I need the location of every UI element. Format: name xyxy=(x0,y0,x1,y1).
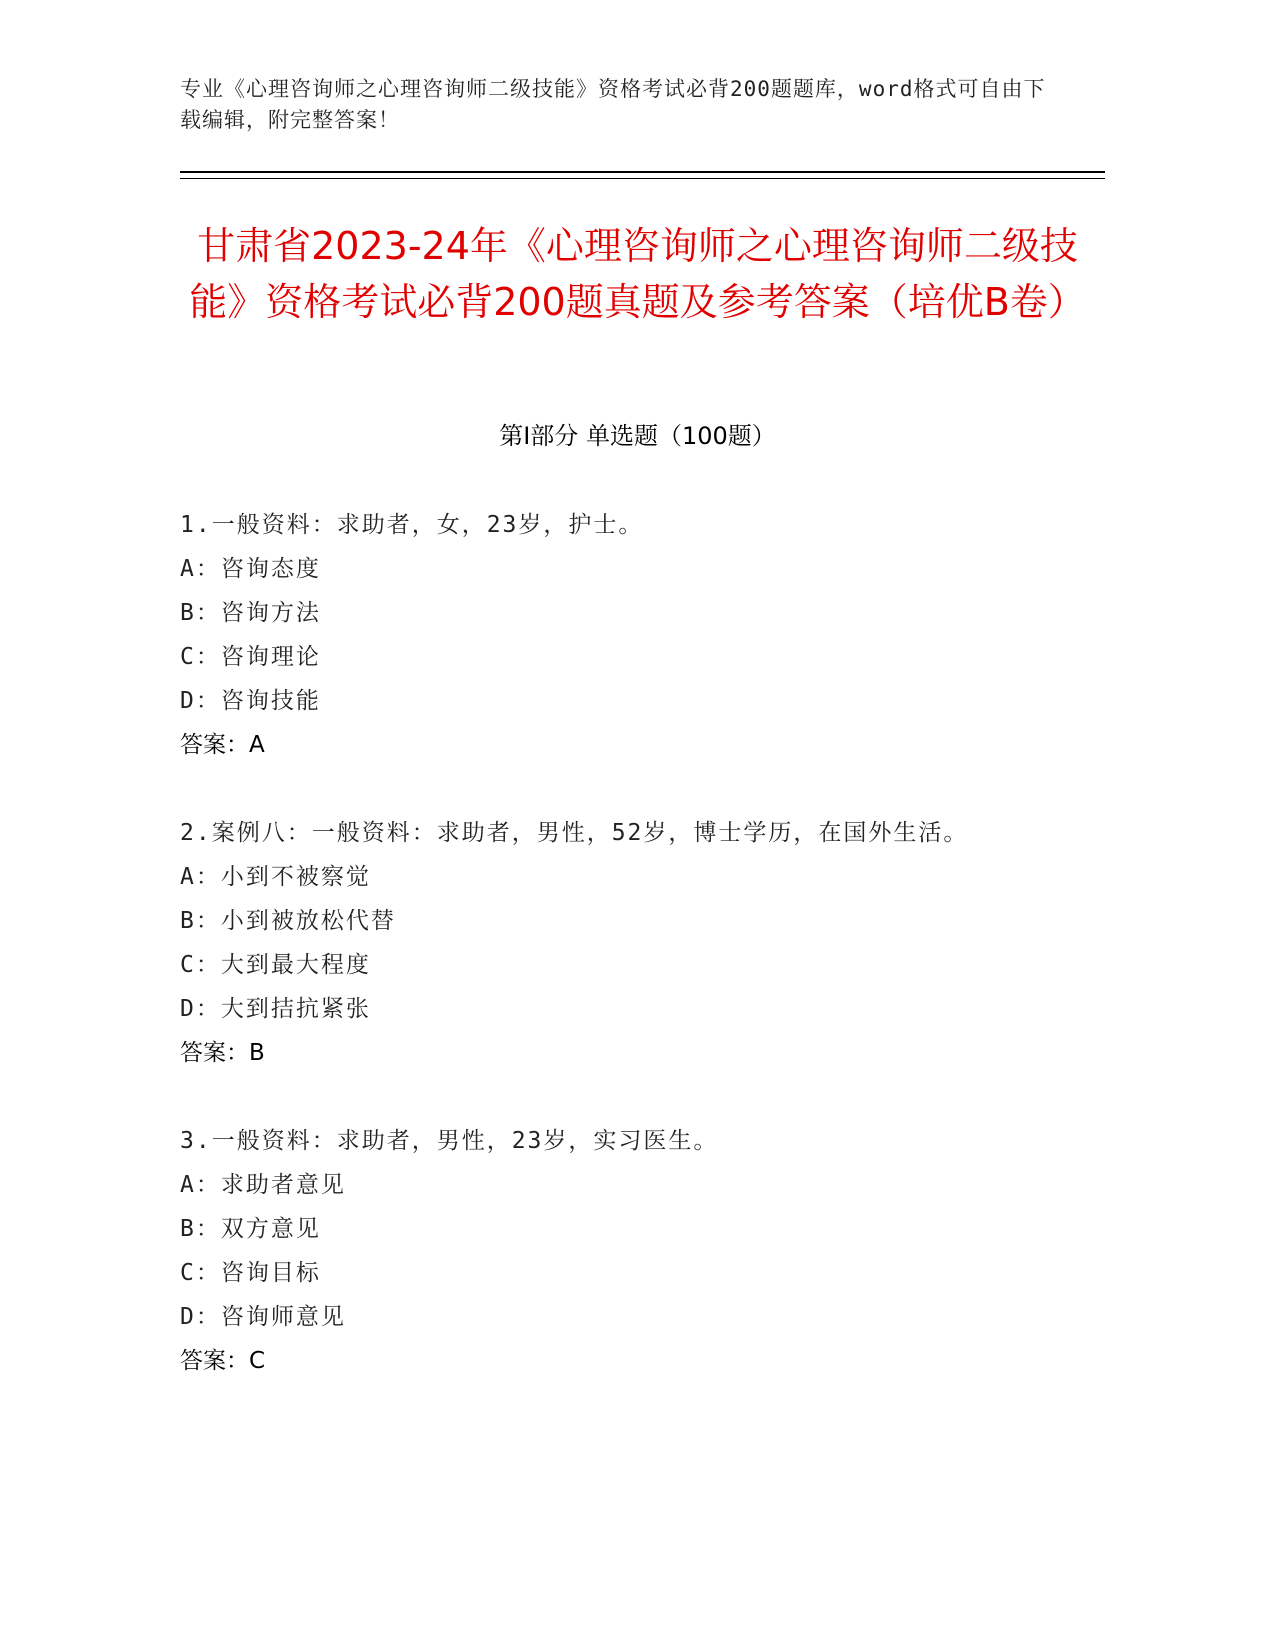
question-1 xyxy=(180,503,1060,767)
question-stem: 3.一般资料：求助者，男性，23岁，实习医生。 xyxy=(180,1128,719,1154)
option-a: A：求助者意见 xyxy=(180,1172,346,1198)
header-divider-thick xyxy=(180,171,1105,173)
question-stem: 1.一般资料：求助者，女，23岁，护士。 xyxy=(180,512,644,538)
question-3 xyxy=(180,1119,1060,1383)
option-b: B：咨询方法 xyxy=(180,600,321,626)
section-heading: 第Ⅰ部分 单选题（100题） xyxy=(499,422,776,450)
answer-line: 答案：C xyxy=(180,1348,266,1374)
option-d: D：大到拮抗紧张 xyxy=(180,996,371,1022)
option-b: B：小到被放松代替 xyxy=(180,908,396,934)
option-c: C：咨询理论 xyxy=(180,644,321,670)
option-c: C：咨询目标 xyxy=(180,1260,321,1286)
document-title: 甘肃省2023-24年《心理咨询师之心理咨询师二级技能》资格考试必背200题真题及参考答案（培优B卷） xyxy=(189,224,1086,324)
question-list xyxy=(180,503,1060,1427)
option-a: A：咨询态度 xyxy=(180,556,321,582)
answer-line: 答案：A xyxy=(180,732,265,758)
header-divider-thin xyxy=(180,178,1105,179)
option-c: C：大到最大程度 xyxy=(180,952,371,978)
question-2 xyxy=(180,811,1060,1075)
answer-line: 答案：B xyxy=(180,1040,265,1066)
question-stem: 2.案例八：一般资料：求助者，男性，52岁，博士学历，在国外生活。 xyxy=(180,820,969,846)
document-header-note: 专业《心理咨询师之心理咨询师二级技能》资格考试必背200题题库，word格式可自由下载编辑，附完整答案！ xyxy=(180,77,1046,132)
option-b: B：双方意见 xyxy=(180,1216,321,1242)
option-d: D：咨询师意见 xyxy=(180,1304,346,1330)
option-a: A：小到不被察觉 xyxy=(180,864,371,890)
option-d: D：咨询技能 xyxy=(180,688,321,714)
